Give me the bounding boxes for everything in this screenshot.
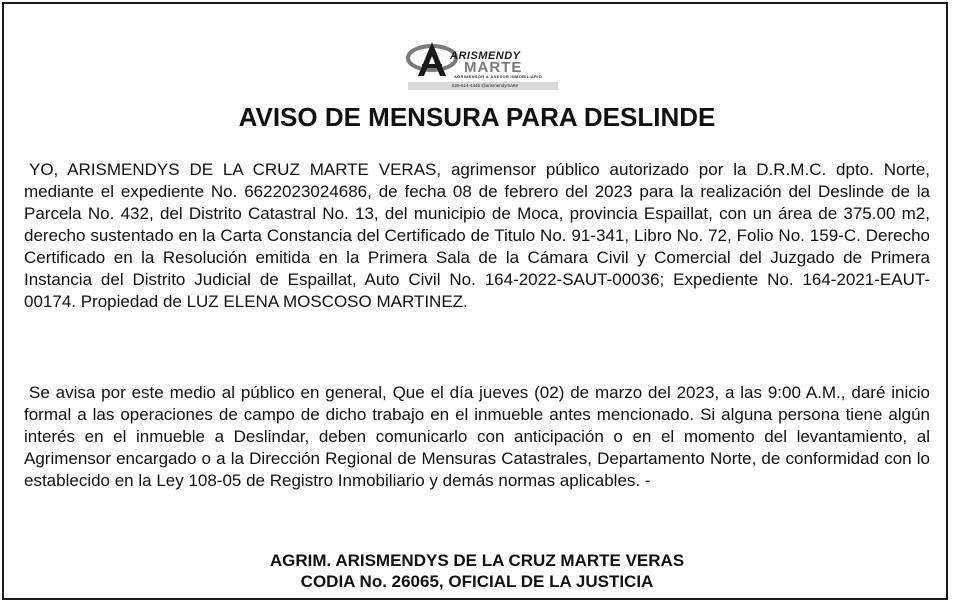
notice-title: AVISO DE MENSURA PARA DESLINDE bbox=[238, 102, 716, 132]
logo-name: ARISMENDY bbox=[450, 50, 521, 62]
signature-block bbox=[4, 550, 950, 592]
signature-credentials: CODIA No. 26065, OFICIAL DE LA JUSTICIA bbox=[300, 572, 654, 591]
notice-paragraph-1: YO, ARISMENDYS DE LA CRUZ MARTE VERAS, agrimensor público autorizado por la D.R.M.C. dpto. Norte, mediante el expediente No. 6622023024686, de fecha 08 de febrero del 2023 para la realización del Deslinde de la Parcela No. 432, del Distrito Catastral No. 13, del municipio de Moca, provincia Espaillat, con un área de 375.00 m2, derecho sustentado en la Carta Constancia del Certificado de Titulo No. 91-341, Libro No. 72, Folio No. 159-C. Derecho Certificado en la Resolución emitida en la Primera Sala de la Cámara Civil y Comercial del Juzgado de Primera Instancia del Distrito Judicial de Espaillat, Auto Civil No. 164-2022-SAUT-00036; Expediente No. 164-2021-EAUT-00174. Propiedad de LUZ ELENA MOSCOSO MARTINEZ. bbox=[24, 160, 930, 311]
logo-contact: 829-614-4445 @arismendymarte bbox=[451, 83, 519, 88]
signature-name: AGRIM. ARISMENDYS DE LA CRUZ MARTE VERAS bbox=[269, 551, 685, 570]
company-logo bbox=[402, 38, 562, 92]
logo-tagline: AGRIMENSOR & ASESOR INMOBILIARIO bbox=[453, 74, 543, 79]
logo-surname: MARTE bbox=[464, 59, 523, 76]
notice-paragraph-2: Se avisa por este medio al público en general, Que el día jueves (02) de marzo del 2023, a las 9:00 A.M., daré inicio formal a las operaciones de campo de dicho trabajo en el inmueble antes mencionado. Si alguna persona tiene algún interés en el inmueble a Deslindar, deben comunicarlo con anticipación o en el momento del levantamiento, al Agrimensor encargado o a la Dirección Regional de Mensuras Catastrales, Departamento Norte, de conformidad con lo establecido en la Ley 108-05 de Registro Inmobiliario y demás normas aplicables. - bbox=[24, 383, 930, 490]
notice-frame bbox=[2, 2, 948, 600]
